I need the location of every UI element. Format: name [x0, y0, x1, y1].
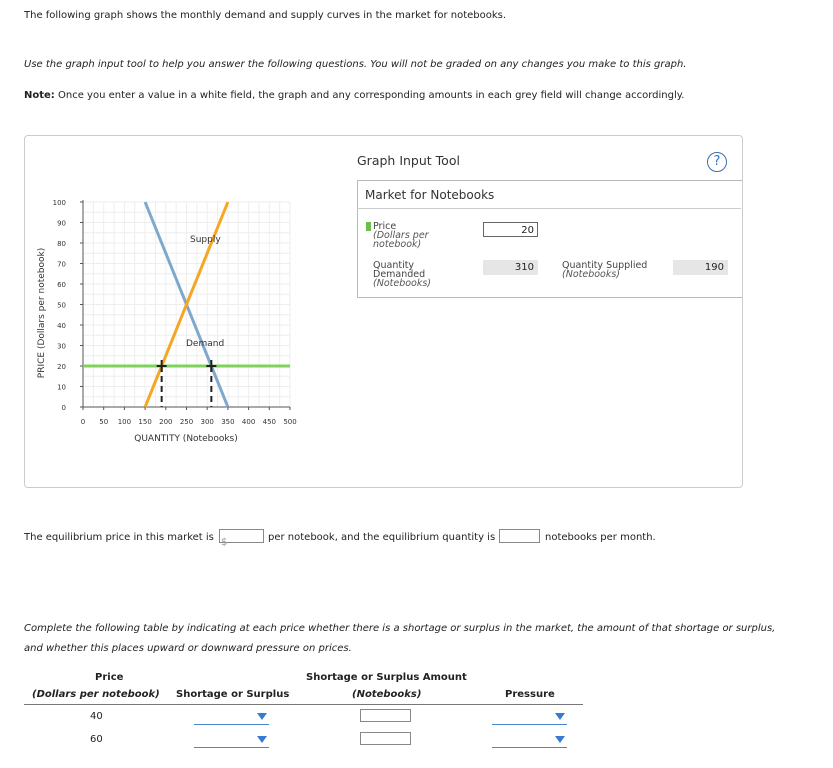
x-tick-label: 250 [179, 418, 194, 426]
pressure-dropdown-row2[interactable] [492, 733, 567, 748]
dollar-sign: $ [221, 537, 228, 548]
qs-unit: (Notebooks) [562, 269, 621, 280]
table-intro-line1: Complete the following table by indicating at each price whether there is a shortage or surplus in the market, the amount of that shortage or surplus, [24, 623, 776, 634]
header-price: Price [95, 672, 124, 683]
instructions-text: Use the graph input tool to help you answer the following questions. You will not be graded on any changes you make to this graph. [24, 59, 687, 70]
chevron-down-icon [257, 713, 267, 720]
quantity-demanded-value: 310 [483, 260, 538, 275]
header-amount-unit: (Notebooks) [352, 689, 422, 700]
quantity-supplied-label [562, 261, 647, 279]
x-tick-label: 150 [138, 418, 152, 426]
header-rule [24, 704, 583, 705]
shortage-surplus-dropdown-row2[interactable] [194, 733, 269, 748]
chevron-down-icon [555, 736, 565, 743]
supply-demand-graph[interactable] [24, 135, 354, 485]
y-tick-label: 50 [57, 301, 66, 310]
x-tick-label: 350 [221, 418, 235, 426]
y-axis-label: PRICE (Dollars per notebook) [37, 247, 47, 379]
intro-text: The following graph shows the monthly demand and supply curves in the market for notebooks. [24, 10, 507, 21]
equilibrium-suffix: notebooks per month. [545, 532, 656, 543]
equilibrium-price-input[interactable] [219, 529, 264, 548]
y-tick-label: 20 [57, 363, 66, 371]
x-tick-label: 200 [159, 418, 173, 426]
demand-curve-label: Demand [186, 339, 225, 349]
x-tick-label: 450 [262, 418, 276, 426]
y-tick-label: 100 [52, 199, 66, 207]
shortage-surplus-dropdown-row1[interactable] [194, 710, 269, 725]
equilibrium-quantity-input[interactable] [499, 529, 540, 543]
amount-input-row2[interactable] [360, 732, 411, 745]
qd-label-line1: Quantity [373, 260, 415, 271]
y-tick-label: 90 [57, 219, 66, 228]
supply-curve-label: Supply [190, 235, 221, 245]
qd-label-line2: Demanded [373, 269, 426, 280]
amount-input-row1[interactable] [360, 709, 411, 722]
y-tick-label: 30 [57, 342, 66, 351]
equilibrium-middle: per notebook, and the equilibrium quantity is [268, 532, 496, 543]
equilibrium-prefix: The equilibrium price in this market is [24, 532, 214, 543]
price-label-text: Price [373, 221, 397, 232]
x-tick-label: 100 [117, 418, 132, 426]
x-tick-label: 400 [241, 418, 256, 426]
price-input[interactable]: 20 [483, 222, 538, 237]
note-body: Once you enter a value in a white field, the graph and any corresponding amounts in each grey field will change accordingly. [54, 90, 685, 101]
chevron-down-icon [257, 736, 267, 743]
header-pressure: Pressure [505, 689, 555, 700]
price-color-swatch [366, 222, 371, 231]
row-price-60: 60 [90, 734, 103, 745]
y-tick-label: 40 [57, 322, 66, 330]
x-tick-label: 500 [283, 418, 297, 426]
row-price-40: 40 [90, 711, 103, 722]
quantity-demanded-label [373, 261, 431, 288]
y-tick-label: 0 [61, 404, 66, 412]
price-unit: (Dollars per notebook) [373, 230, 429, 250]
y-tick-label: 80 [57, 240, 66, 248]
quantity-supplied-value: 190 [673, 260, 728, 275]
x-tick-label: 300 [200, 418, 214, 426]
x-tick-label: 50 [99, 418, 109, 426]
pressure-dropdown-row1[interactable] [492, 710, 567, 725]
market-title: Market for Notebooks [365, 188, 495, 202]
chevron-down-icon [555, 713, 565, 720]
y-tick-label: 70 [57, 260, 66, 269]
y-tick-label: 10 [57, 383, 66, 392]
header-price-unit: (Dollars per notebook) [32, 689, 160, 700]
y-tick-label: 60 [57, 281, 66, 289]
table-intro-line2: and whether this places upward or downward pressure on prices. [24, 643, 352, 654]
price-label [373, 222, 438, 249]
x-tick-label: 0 [80, 418, 86, 426]
note-text [24, 90, 684, 101]
note-label: Note: [24, 90, 55, 101]
help-icon[interactable]: ? [707, 152, 727, 172]
qs-label-text: Quantity Supplied [562, 260, 648, 271]
graph-input-tool-title: Graph Input Tool [357, 153, 460, 168]
header-amount: Shortage or Surplus Amount [306, 672, 467, 683]
header-shortage-surplus: Shortage or Surplus [176, 689, 290, 700]
divider [357, 208, 741, 209]
qd-unit: (Notebooks) [373, 278, 432, 289]
x-axis-label: QUANTITY (Notebooks) [134, 434, 238, 444]
